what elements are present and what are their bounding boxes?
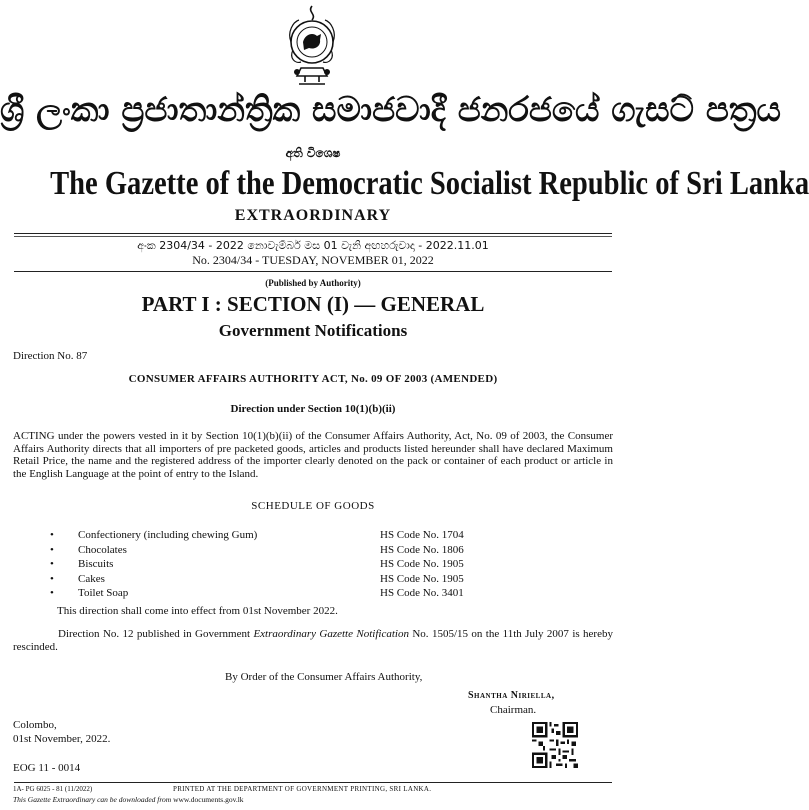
notifications-title: Government Notifications — [218, 321, 408, 340]
goods-name: Biscuits — [78, 558, 114, 570]
extraordinary-label-sinhala: අති විශෙෂ — [285, 146, 341, 160]
effective-date-text: This direction shall come into effect from 01st November 2022. — [57, 605, 338, 617]
direction-heading: Direction under Section 10(1)(b)(ii) — [230, 403, 396, 415]
direction-number: Direction No. 87 — [13, 350, 88, 362]
goods-name: Toilet Soap — [78, 587, 129, 599]
gazette-title: The Gazette of the Democratic Socialist Republic of Sri Lanka — [50, 165, 809, 202]
act-title: CONSUMER AFFAIRS AUTHORITY ACT, No. 09 OF 2003 (AMENDED) — [128, 373, 498, 385]
signatory-role: Chairman. — [490, 704, 537, 716]
download-link[interactable]: www.documents.gov.lk — [173, 795, 244, 804]
goods-name: Cakes — [78, 572, 105, 585]
bullet-icon: • — [50, 558, 54, 570]
rescind-text-end: No. 1505/15 on the 11th July 2007 is hereby rescinded. — [13, 628, 613, 653]
schedule-title: SCHEDULE OF GOODS — [251, 500, 375, 512]
goods-item — [0, 543, 626, 558]
part-title: PART I : SECTION (I) — GENERAL — [141, 292, 485, 316]
hs-code: HS Code No. 1806 — [380, 543, 464, 556]
footer-divider — [14, 782, 612, 783]
by-order-line: By Order of the Consumer Affairs Authority, — [225, 671, 423, 683]
issue-divider — [14, 271, 612, 272]
goods-name: Chocolates — [78, 543, 127, 556]
qr-code-icon — [532, 722, 578, 768]
download-note — [13, 795, 244, 804]
national-emblem-icon — [283, 2, 341, 88]
bullet-icon: • — [50, 572, 54, 585]
rescind-paragraph — [13, 628, 613, 654]
gazette-notification-reference: Extraordinary Gazette Notification — [253, 628, 409, 640]
rescind-text-start: Direction No. 12 published in Government — [58, 628, 254, 640]
issue-date: 01st November, 2022. — [13, 733, 111, 745]
issue-line-sinhala: අංක 2304/34 - 2022 නොවැම්බර් මස 01 වැනි අඟහරුවාදා - 2022.11.01 — [137, 239, 489, 252]
download-text: This Gazette Extraordinary can be downloaded from — [13, 795, 174, 804]
goods-item — [0, 557, 626, 572]
extraordinary-label: EXTRAORDINARY — [234, 207, 392, 224]
body-paragraph: ACTING under the powers vested in it by Section 10(1)(b)(ii) of the Consumer Affairs Authority, Act, No. 09 of 2003, the Consumer Affairs Authority directs that all importers of pre packeted goods, articles and products listed hereunder shall have declared Maximum Retail Price, the name and the registered address of the importer clearly denoted on the pack or container of each product or article in the English Language at the point of entry to the Island. — [13, 430, 613, 480]
goods-item — [0, 528, 626, 543]
place: Colombo, — [13, 719, 57, 731]
header-divider-secondary — [14, 236, 612, 237]
bullet-icon: • — [50, 587, 54, 599]
header-divider — [14, 233, 612, 234]
signatory-name: Shantha Niriella, — [468, 690, 555, 701]
hs-code: HS Code No. 1905 — [380, 558, 464, 570]
hs-code: HS Code No. 3401 — [380, 587, 464, 599]
hs-code: HS Code No. 1905 — [380, 572, 464, 585]
print-code: 1A- PG 6025 - 81 (11/2022) — [13, 785, 93, 793]
goods-list — [0, 528, 626, 601]
bullet-icon: • — [50, 529, 54, 541]
bullet-icon: • — [50, 543, 54, 556]
goods-item — [0, 586, 626, 601]
hs-code: HS Code No. 1704 — [380, 529, 464, 541]
goods-item — [0, 572, 626, 587]
gazette-title-sinhala: ශ්‍රී ලංකා ප්‍රජාතාන්ත්‍රික සමාජවාදී ජනරජයේ ගැසට් පත්‍රය — [0, 90, 781, 130]
goods-name: Confectionery (including chewing Gum) — [78, 529, 258, 541]
printer-credit: PRINTED AT THE DEPARTMENT OF GOVERNMENT PRINTING, SRI LANKA. — [173, 785, 432, 793]
eog-reference: EOG 11 - 0014 — [13, 762, 81, 774]
issue-line: No. 2304/34 - TUESDAY, NOVEMBER 01, 2022 — [192, 253, 434, 267]
published-by-authority: (Published by Authority) — [265, 278, 361, 288]
